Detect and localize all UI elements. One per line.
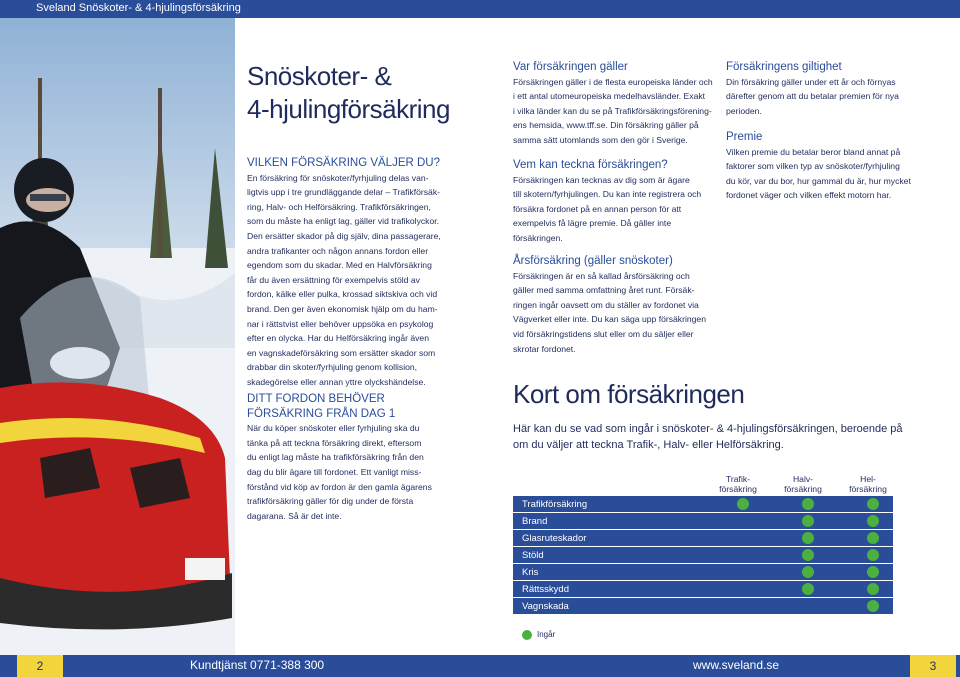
section-heading: Premie (726, 131, 763, 143)
column-header-trafik: Trafik- försäkring (719, 474, 757, 494)
included-dot-icon (522, 630, 532, 640)
header-title: Sveland Snöskoter- & 4-hjulingsförsäkring (36, 2, 241, 14)
table-row (513, 547, 893, 563)
website-link[interactable]: www.sveland.se (693, 658, 780, 672)
included-dot-icon (867, 583, 879, 595)
legend (522, 630, 555, 640)
section-body: Försäkringen gäller i de flesta europeiska länder och i ett antal utomeuropeiska medelhavsländer. Exakt i vilka länder kan du se på Trafikförsäkringsförening- ens hemsida, www.tff.se. Din försäkring gäller på samma sätt utomlands som den gör i Sverige. (513, 76, 713, 145)
row-label: Stöld (522, 550, 544, 561)
section-validity (726, 60, 926, 118)
section-annual-insurance (513, 254, 718, 356)
row-label: Trafikförsäkring (522, 499, 588, 510)
table-row (513, 496, 893, 512)
included-dot-icon (802, 532, 814, 544)
section-heading: Årsförsäkring (gäller snöskoter) (513, 255, 673, 267)
column-header-hel: Hel- försäkring (849, 474, 887, 494)
section-body: Din försäkring gäller under ett år och förnyas därefter genom att du betalar premien för nya perioden. (726, 76, 899, 116)
left-column (247, 60, 477, 126)
included-dot-icon (867, 532, 879, 544)
included-dot-icon (867, 498, 879, 510)
column-header-halv: Halv- försäkring (784, 474, 822, 494)
section-summary (513, 378, 933, 453)
section-body: Försäkringen kan tecknas av dig som är ägare till skotern/fyrhjulingen. Du kan inte registrera och försäkra fordonet på en annan person för att exempelvis få lägre premie. Då gäller inte försäkringen. (513, 174, 702, 243)
included-dot-icon (867, 549, 879, 561)
included-dot-icon (867, 566, 879, 578)
included-dot-icon (867, 600, 879, 612)
snowmobile-photo (0, 18, 235, 655)
footer-bar (0, 655, 960, 677)
row-label: Rättsskydd (522, 584, 569, 595)
section-body: När du köper snöskoter eller fyrhjuling ska du tänka på att teckna försäkring direkt, eftersom du enligt lag måste ha trafikförsäkring från den dag du blir ägare till fordonet. Ett vanligt miss- förstånd vid köp av fordon är den gamla ägarens trafikförsäkring gäller för dig under de första dagarana. Så är det inte. (247, 423, 432, 521)
section-heading: Vem kan teckna försäkringen? (513, 159, 668, 171)
table-row (513, 564, 893, 580)
included-dot-icon (802, 515, 814, 527)
section-heading: Försäkringens giltighet (726, 61, 842, 73)
included-dot-icon (737, 498, 749, 510)
section-premium (726, 130, 926, 203)
page-title: Snöskoter- & 4-hjulingförsäkring (247, 61, 450, 124)
section-choose-insurance (247, 156, 487, 390)
table-row (513, 598, 893, 614)
included-dot-icon (802, 498, 814, 510)
section-body: Vilken premie du betalar beror bland annat på faktorer som vilken typ av snöskoter/fyrhjuling du kör, var du bor, hur gammal du är, hur mycket fordonet väger och vilken effekt motorn har. (726, 146, 911, 201)
row-label: Glasruteskador (522, 533, 587, 544)
included-dot-icon (802, 583, 814, 595)
section-where-valid (513, 60, 718, 148)
section-who-can-sign (513, 158, 718, 246)
table-row (513, 530, 893, 546)
section-body: Försäkringen är en så kallad årsförsäkring och gäller med samma omfattning året runt. Försäk- ringen ingår oavsett om du ställer av fordonet via Vägverket eller inte. Du kan säga upp försäkringen vid försäkringstidens slut eller om du säljer eller skrotar fordonet. (513, 270, 706, 354)
section-heading: Var försäkringen gäller (513, 61, 628, 73)
page-number-right: 3 (910, 655, 956, 677)
included-dot-icon (802, 566, 814, 578)
included-dot-icon (802, 549, 814, 561)
table-row (513, 513, 893, 529)
section-day-one (247, 392, 487, 523)
page-number-left: 2 (17, 655, 63, 677)
included-dot-icon (867, 515, 879, 527)
summary-intro: Här kan du se vad som ingår i snöskoter- & 4-hjulingsförsäkringen, beroende på om du väljer att teckna Trafik-, Halv- eller Helförsäkring. (513, 423, 903, 451)
row-label: Brand (522, 516, 548, 527)
row-label: Kris (522, 567, 539, 578)
row-label: Vagnskada (522, 601, 569, 612)
section-heading: DITT FORDON BEHÖVER (247, 393, 385, 405)
table-row (513, 581, 893, 597)
section-body: En försäkring för snöskoter/fyrhjuling delas van- ligtvis upp i tre grundläggande delar – Trafikförsäk- ring, Halv- och Helförsäkring. Trafikförsäkringen, som du måste ha enligt lag, gäller vid trafikolyckor. Den ersätter skador på dig själv, dina passagerare, andra trafikanter och någon annans fordon eller egendom som du skadar. Med en Halvförsäkring får du även ersättning för exempelvis stöld av fordon, kälke eller pulka, krossad siktskiva och vid brand. Den ger även ekonomisk hjälp om du ham- nar i rättstvist eller behöver uppsöka en psykolog efter en olycka. Har du Helförsäkring ingår även en vagnskadeförsäkring som ersätter skador som drabbar din skoter/fyrhjuling genom kollision, skadegörelse eller annan yttre olyckshändelse. (247, 172, 441, 387)
header-bar (0, 0, 960, 18)
legend-label: Ingår (537, 630, 556, 640)
section-heading: FÖRSÄKRING FRÅN DAG 1 (247, 407, 396, 420)
customer-service-phone: Kundtjänst 0771-388 300 (190, 658, 325, 672)
summary-title: Kort om försäkringen (513, 379, 745, 409)
section-heading: VILKEN FÖRSÄKRING VÄLJER DU? (247, 157, 440, 169)
